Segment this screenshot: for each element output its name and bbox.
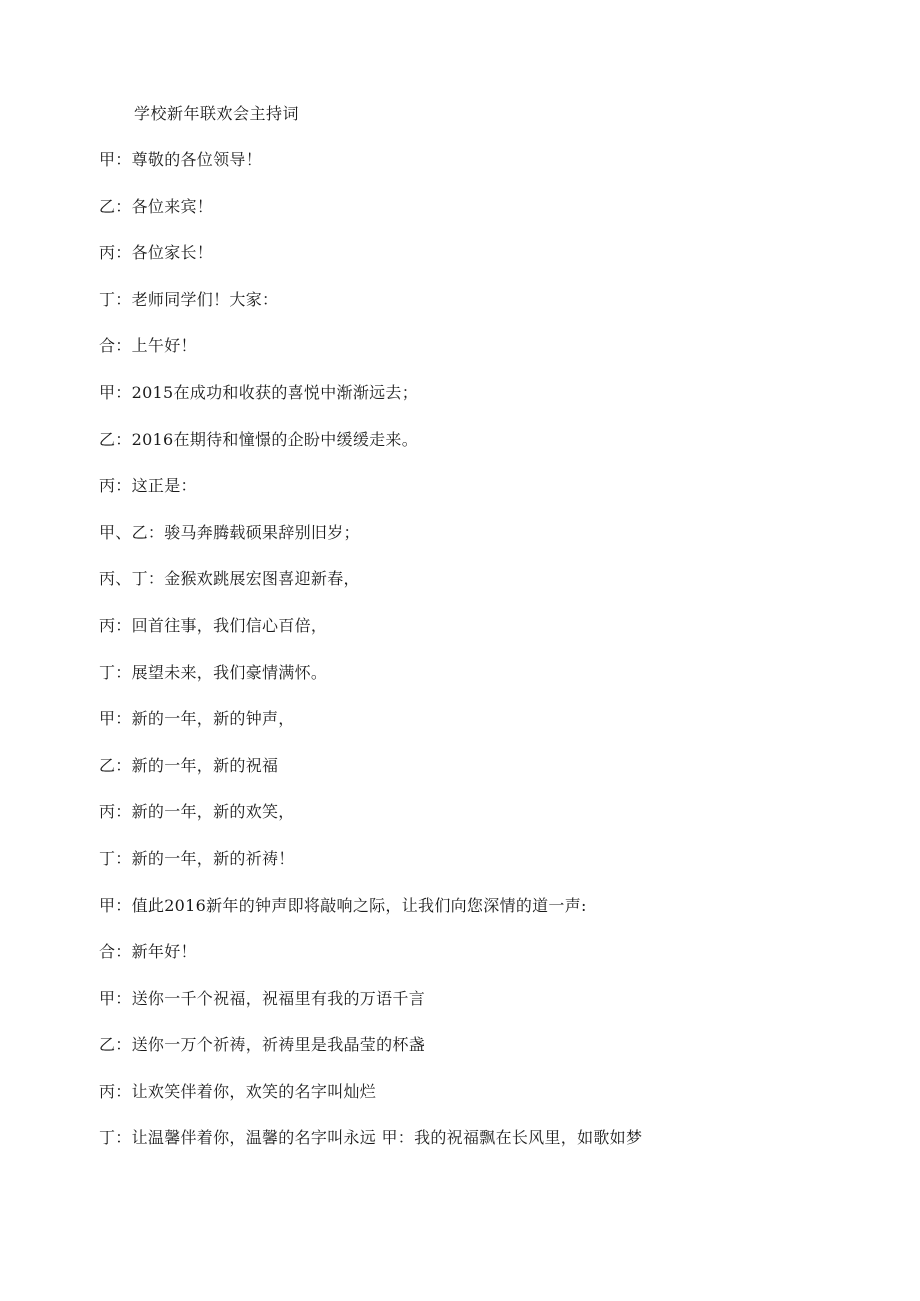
script-line: 甲：2015在成功和收获的喜悦中渐渐远去； bbox=[99, 382, 419, 402]
script-line: 乙：新的一年，新的祝福 bbox=[99, 755, 279, 775]
script-line: 乙：2016在期待和憧憬的企盼中缓缓走来。 bbox=[99, 429, 419, 449]
script-line: 丙：这正是： bbox=[99, 476, 197, 496]
script-line: 甲：送你一千个祝福，祝福里有我的万语千言 bbox=[99, 988, 426, 1008]
script-line: 丙：回首往事，我们信心百倍， bbox=[99, 615, 328, 635]
script-line: 甲：值此2016新年的钟声即将敲响之际，让我们向您深情的道一声: bbox=[99, 895, 587, 915]
script-line: 丁：展望未来，我们豪情满怀。 bbox=[99, 662, 328, 682]
script-line: 甲：尊敬的各位领导！ bbox=[99, 150, 263, 169]
script-line: 合：新年好！ bbox=[99, 942, 197, 962]
script-line: 丙：新的一年，新的欢笑， bbox=[99, 802, 295, 822]
script-line: 甲、乙：骏马奔腾载硕果辞别旧岁； bbox=[99, 522, 360, 542]
script-line: 丙：让欢笑伴着你，欢笑的名字叫灿烂 bbox=[99, 1081, 377, 1101]
script-line: 合：上午好！ bbox=[99, 336, 197, 356]
script-line: 丙、丁：金猴欢跳展宏图喜迎新春， bbox=[99, 569, 360, 589]
document-title: 学校新年联欢会主持词 bbox=[134, 104, 300, 123]
script-line: 丙：各位家长！ bbox=[99, 243, 214, 263]
script-line: 丁：新的一年，新的祈祷！ bbox=[99, 848, 295, 868]
script-line: 乙：各位来宾！ bbox=[99, 196, 214, 216]
script-line: 丁：老师同学们！大家： bbox=[99, 289, 279, 309]
script-line: 甲：新的一年，新的钟声， bbox=[99, 709, 295, 729]
script-line: 丁：让温馨伴着你，温馨的名字叫永远 甲：我的祝福飘在长风里，如歌如梦 bbox=[99, 1128, 643, 1148]
script-line: 乙：送你一万个祈祷，祈祷里是我晶莹的杯盏 bbox=[99, 1035, 426, 1055]
script-lines bbox=[99, 149, 642, 1174]
